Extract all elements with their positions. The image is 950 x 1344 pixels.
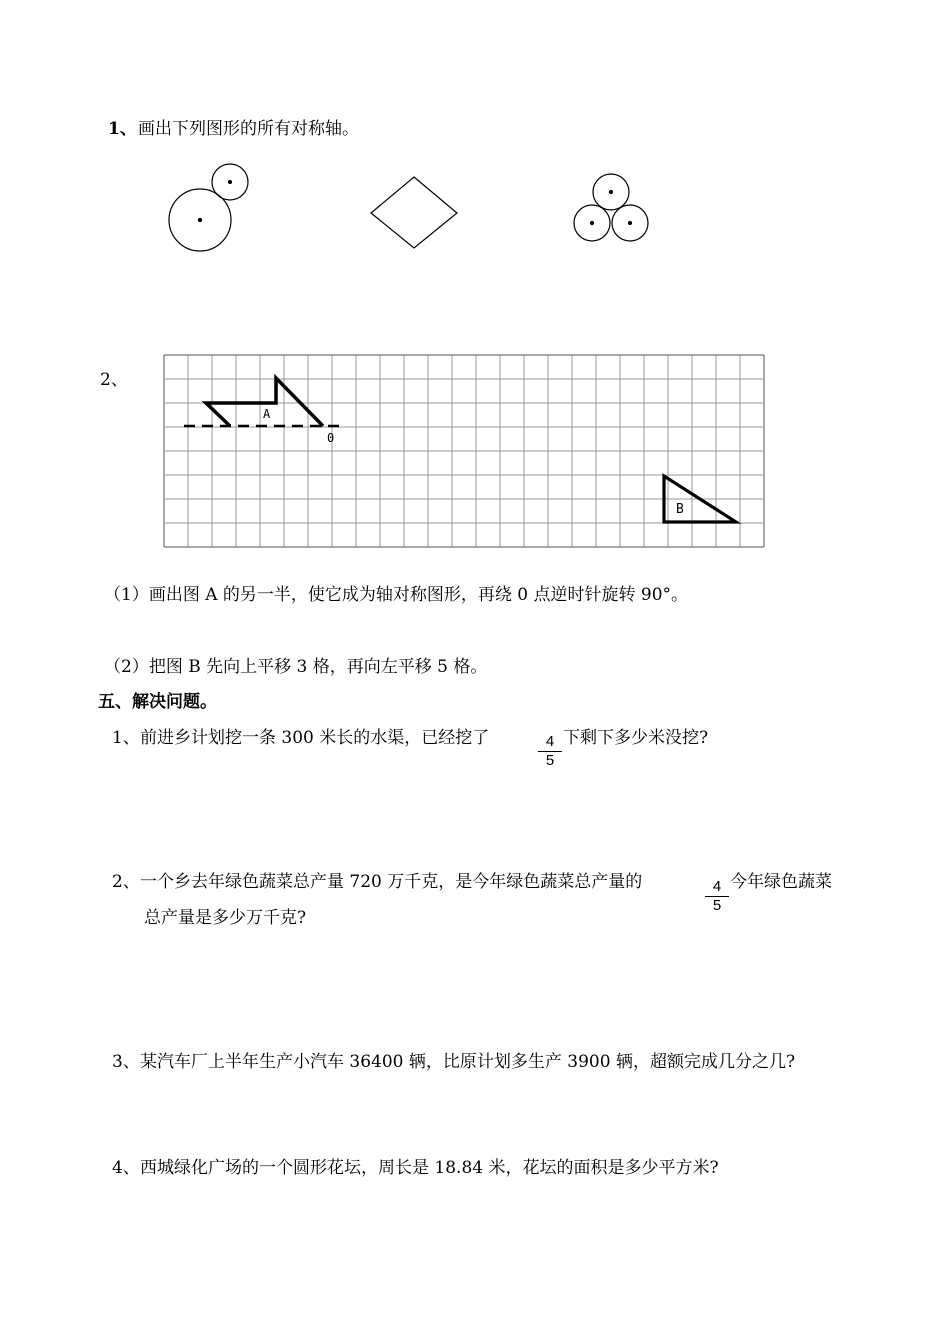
figure-a-label: A [263,407,271,421]
square-grid [164,355,764,547]
q2-sub1: （1）画出图 A 的另一半，使它成为轴对称图形，再绕 0 点逆时针旋转 90°。 [104,585,689,605]
figure-b-label: B [676,502,684,517]
p3-label: 3、 [112,1052,140,1072]
p1-label: 1、 [112,728,140,748]
three-circles-figure [574,174,648,241]
p2-label: 2、 [112,872,140,892]
p4-text: 西城绿化广场的一个圆形花坛，周长是 18.84 米，花坛的面积是多少平方米? [140,1158,719,1178]
p2-fraction-numerator: 4 [712,878,722,895]
p4-label: 4、 [112,1158,140,1178]
p1-fraction [538,734,562,769]
q1-label: 1、 [108,119,137,139]
p2-fraction [705,879,729,914]
two-circles-figure [169,164,248,251]
p1-text-after: 下剩下多少米没挖? [563,728,709,748]
p1-text: 前进乡计划挖一条 300 米长的水渠，已经挖了 [140,728,490,748]
p1-fraction-numerator: 4 [545,733,555,750]
p3-text: 某汽车厂上半年生产小汽车 36400 辆，比原计划多生产 3900 辆，超额完成几分之几? [140,1052,796,1072]
rhombus-figure [371,177,457,248]
q2-sub2: （2）把图 B 先向上平移 3 格，再向左平移 5 格。 [104,657,488,677]
p2-fraction-denominator: 5 [712,897,722,914]
q2-label: 2、 [100,370,128,390]
point-o-label: 0 [327,431,335,445]
q1-text: 画出下列图形的所有对称轴。 [138,119,359,139]
p2-line2: 总产量是多少万千克? [144,908,307,928]
p2-text-after: 今年绿色蔬菜 [730,872,832,892]
p2-text: 一个乡去年绿色蔬菜总产量 720 万千克，是今年绿色蔬菜总产量的 [140,872,643,892]
section5-title: 五、解决问题。 [98,692,217,712]
p1-fraction-denominator: 5 [545,752,555,769]
